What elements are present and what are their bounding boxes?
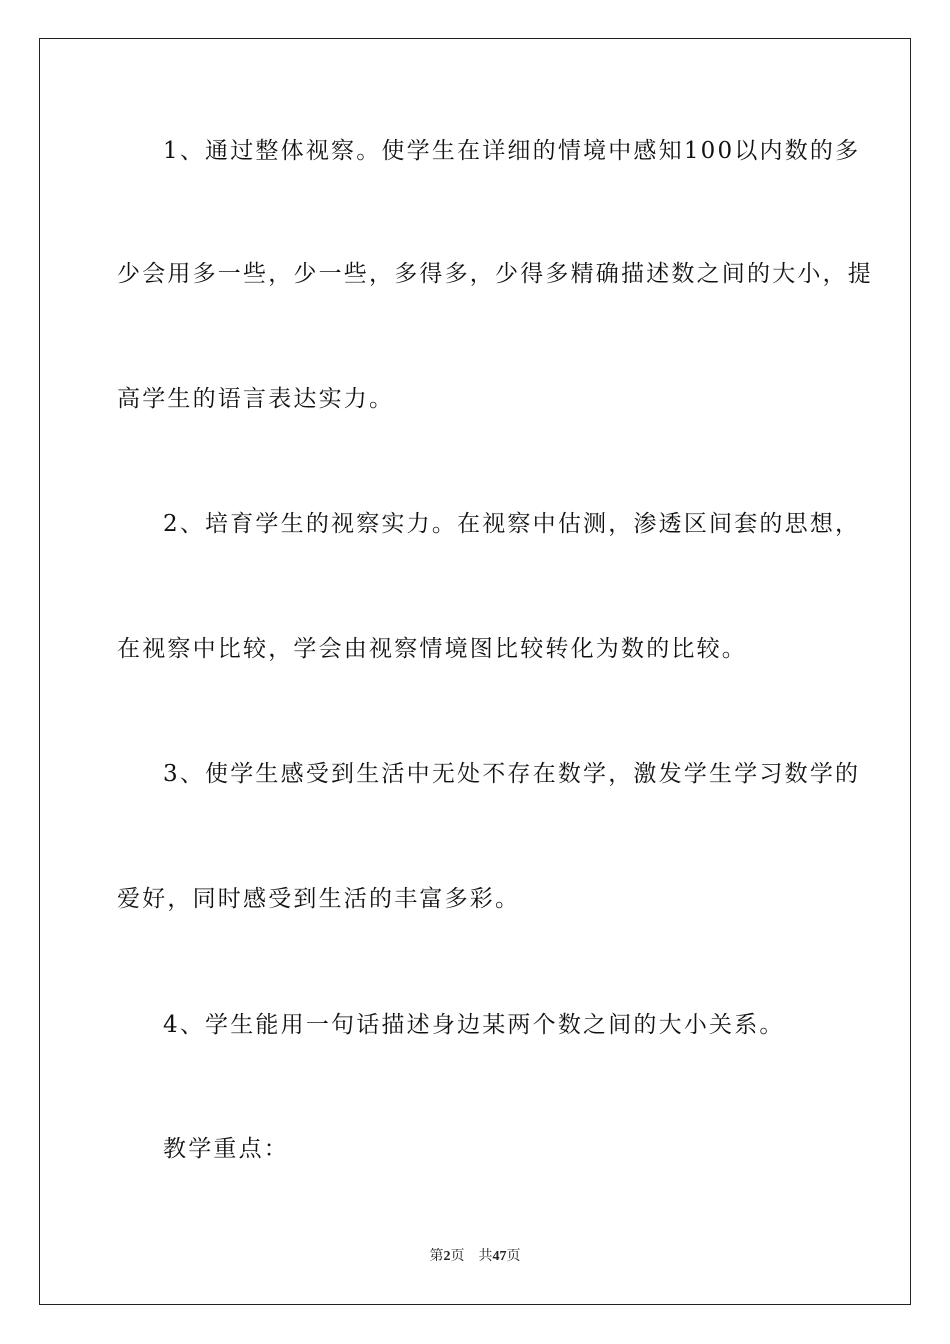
page-border (39, 38, 911, 1305)
footer-page-number: 2 (443, 1249, 451, 1264)
paragraph-3-line-1: 3、使学生感受到生活中无处不存在数学，激发学生学习数学的 (163, 761, 861, 787)
paragraph-1-line-2: 少会用多一些，少一些，多得多，少得多精确描述数之间的大小，提 (117, 261, 873, 287)
paragraph-4-line-1: 4、学生能用一句话描述身边某两个数之间的大小关系。 (163, 1012, 785, 1038)
footer-prefix: 第 (429, 1249, 444, 1264)
paragraph-2-line-1: 2、培育学生的视察实力。在视察中估测，渗透区间套的思想， (163, 511, 861, 537)
page-footer (0, 1245, 950, 1265)
paragraph-2-line-2: 在视察中比较，学会由视察情境图比较转化为数的比较。 (117, 636, 747, 662)
section-heading: 教学重点： (163, 1136, 289, 1162)
footer-total-pages: 47 (492, 1249, 507, 1264)
paragraph-1-line-1: 1、通过整体视察。使学生在详细的情境中感知100以内数的多 (163, 138, 861, 164)
footer-total-prefix: 共 (478, 1249, 493, 1264)
paragraph-3-line-2: 爱好，同时感受到生活的丰富多彩。 (117, 886, 521, 912)
footer-total-suffix: 页 (506, 1249, 521, 1264)
footer-page-suffix: 页 (450, 1249, 465, 1264)
paragraph-1-line-3: 高学生的语言表达实力。 (117, 386, 395, 412)
